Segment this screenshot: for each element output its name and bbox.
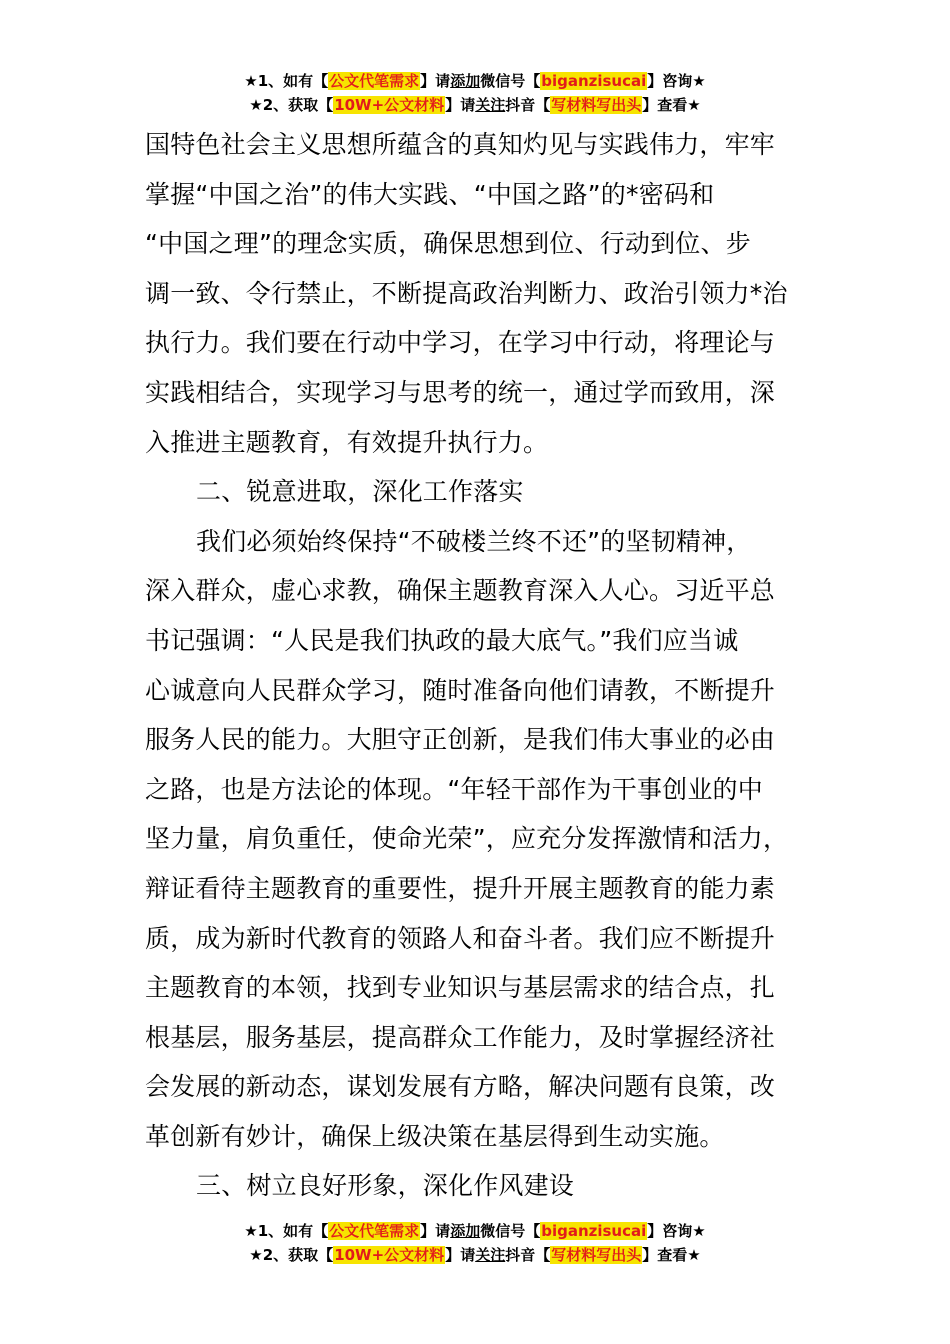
promo-line2-underlined: 关注 [475,96,506,114]
promo-line2-mid2: 抖音【 [505,96,551,114]
promo-line1-prefix: ★1、如有【 [244,1222,329,1240]
promo-line2-suffix: 】查看★ [642,1246,701,1264]
promo-highlight-materials: 10W+公文材料 [334,96,445,114]
body-line: 我们必须始终保持“不破楼兰终不还”的坚韧精神， [196,526,752,556]
body-line: 掌握“中国之治”的伟大实践、“中国之路”的*密码和 [145,179,715,209]
footer-promo-banner [0,1220,950,1268]
body-line: 质，成为新时代教育的领路人和奋斗者。我们应不断提升 [145,923,776,953]
promo-line-2 [0,1244,950,1268]
promo-line1-suffix: 】咨询★ [647,1222,706,1240]
promo-line2-mid1: 】请 [445,1246,476,1264]
promo-line1-mid1: 】请 [420,1222,451,1240]
promo-highlight-materials: 10W+公文材料 [334,1246,445,1264]
promo-highlight-wechat-id: biganzisucai [541,1222,647,1240]
promo-highlight-douyin-id: 写材料写出头 [551,96,642,114]
promo-line-1 [0,1220,950,1244]
promo-line1-suffix: 】咨询★ [647,72,706,90]
promo-highlight-douyin-id: 写材料写出头 [551,1246,642,1264]
body-line: 心诚意向人民群众学习，随时准备向他们请教，不断提升 [145,675,776,705]
body-line: 执行力。我们要在行动中学习，在学习中行动，将理论与 [145,328,776,358]
promo-line1-underlined: 添加 [450,1222,481,1240]
body-line: 服务人民的能力。大胆守正创新，是我们伟大事业的必由 [145,725,776,755]
promo-line-1 [0,70,950,94]
body-line: 根基层，服务基层，提高群众工作能力，及时掌握经济社 [145,1022,776,1052]
body-line: 深入群众，虚心求教，确保主题教育深入人心。习近平总 [145,576,776,606]
promo-line1-mid1: 】请 [420,72,451,90]
body-line: 入推进主题教育，有效提升执行力。 [145,427,549,457]
body-line: 调一致、令行禁止，不断提高政治判断力、政治引领力*治 [145,278,788,308]
promo-line1-mid2: 微信号【 [480,1222,541,1240]
promo-line2-mid1: 】请 [445,96,476,114]
promo-line2-suffix: 】查看★ [642,96,701,114]
body-line: 坚力量，肩负重任，使命光荣”，应充分发挥激情和活力， [145,824,789,854]
promo-line2-underlined: 关注 [475,1246,506,1264]
promo-highlight-service: 公文代笔需求 [329,72,420,90]
body-line: 辩证看待主题教育的重要性，提升开展主题教育的能力素 [145,873,776,903]
promo-line1-prefix: ★1、如有【 [244,72,329,90]
promo-line-2 [0,94,950,118]
body-line: 主题教育的本领，找到专业知识与基层需求的结合点，扎 [145,973,776,1003]
promo-line2-prefix: ★2、获取【 [249,1246,334,1264]
promo-highlight-wechat-id: biganzisucai [541,72,647,90]
promo-line1-underlined: 添加 [450,72,481,90]
promo-line1-mid2: 微信号【 [480,72,541,90]
document-body [145,120,810,1211]
body-line: 之路，也是方法论的体现。“年轻干部作为干事创业的中 [145,774,763,804]
body-line: 实践相结合，实现学习与思考的统一，通过学而致用，深 [145,377,776,407]
body-line: 国特色社会主义思想所蕴含的真知灼见与实践伟力，牢牢 [145,130,776,159]
body-line: 会发展的新动态，谋划发展有方略，解决问题有良策，改 [145,1072,776,1102]
promo-line2-mid2: 抖音【 [505,1246,551,1264]
promo-line2-prefix: ★2、获取【 [249,96,334,114]
section-heading: 二、锐意进取，深化工作落实 [196,477,524,507]
header-promo-banner [0,70,950,118]
body-line: “中国之理”的理念实质，确保思想到位、行动到位、步 [145,229,751,259]
promo-highlight-service: 公文代笔需求 [329,1222,420,1240]
section-heading: 三、树立良好形象，深化作风建设 [196,1171,575,1201]
body-line: 革创新有妙计，确保上级决策在基层得到生动实施。 [145,1121,725,1151]
body-line: 书记强调：“人民是我们执政的最大底气。”我们应当诚 [145,625,739,655]
